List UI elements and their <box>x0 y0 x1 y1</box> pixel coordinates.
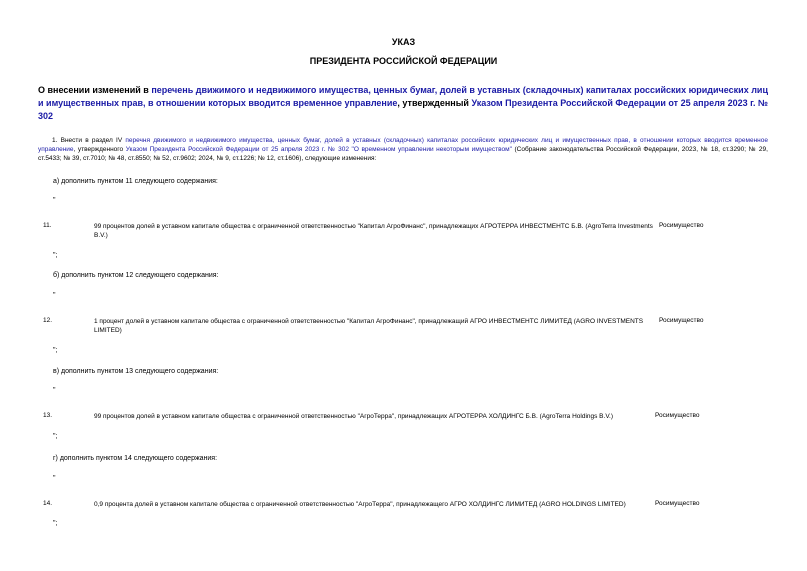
decree-title <box>38 84 768 123</box>
intro-post: (Собрание законодательства Российской Федерации, 2023, № 18, ст.3290; № 29, ст.5433; № 39, ст.7010; № 48, ст.8550; № 52, ст.9602; 2024, № 9, ст.1226; № 12, ст.1606), следующие изменения: <box>38 146 768 162</box>
open-quote: " <box>53 475 56 482</box>
amendment-lead: г) дополнить пунктом 14 следующего содержания: <box>53 455 218 462</box>
title-pre: О внесении изменений в <box>38 85 152 95</box>
amendment-lead: б) дополнить пунктом 12 следующего содержания: <box>53 272 219 279</box>
item-number: 14. <box>43 500 53 507</box>
item-description: 99 процентов долей в уставном капитале общества с ограниченной ответственностью "АгроТерра", принадлежащих АГРОТЕРРА ХОЛДИНГС Б.В. (AgroTerra Holdings B.V.) <box>94 413 614 420</box>
item-description: 99 процентов долей в уставном капитале общества с ограниченной ответственностью "Капитал АгроФинанс", принадлежащих АГРОТЕРРА ИНВЕСТМЕНТС Б.В. (AgroTerra Investments B.V.) <box>94 223 653 239</box>
intro-pre: 1. Внести в раздел IV <box>52 137 126 144</box>
close-quote: "; <box>53 347 58 354</box>
item-manager: Росимущество <box>659 222 704 229</box>
item-description: 1 процент долей в уставном капитале общества с ограниченной ответственностью "Капитал АгроФинанс", принадлежащий АГРО ИНВЕСТМЕНТС ЛИМИТЕД (AGRO INVESTMENTS LIMITED) <box>94 318 644 334</box>
item-number: 12. <box>43 317 53 324</box>
open-quote: " <box>53 292 56 299</box>
item-number: 13. <box>43 412 53 419</box>
close-quote: "; <box>53 252 58 259</box>
open-quote: " <box>53 197 56 204</box>
item-manager: Росимущество <box>655 500 700 507</box>
intro-link-list[interactable]: перечня движимого и недвижимого имущества, ценных бумаг, долей в уставных (складочных) капиталах российских юридических лиц и имущественных прав, в отношении которых вводится временное управление <box>38 137 768 153</box>
item-manager: Росимущество <box>659 317 704 324</box>
intro-link-decree[interactable]: Указом Президента Российской Федерации от 25 апреля 2023 г. № 302 "О временном управлении некоторым имуществом" <box>125 146 512 153</box>
amendment-lead: в) дополнить пунктом 13 следующего содержания: <box>53 368 219 375</box>
intro-paragraph <box>38 136 768 163</box>
title-mid: , утвержденный <box>397 98 472 108</box>
item-description: 0,9 процента долей в уставном капитале общества с ограниченной ответственностью "АгроТерра", принадлежащего АГРО ХОЛДИНГС ЛИМИТЕД (AGRO HOLDINGS LIMITED) <box>94 501 626 508</box>
title-link-decree[interactable]: Указом Президента Российской Федерации от 25 апреля 2023 г. № 302 <box>38 98 769 121</box>
open-quote: " <box>53 387 56 394</box>
decree-issuer: ПРЕЗИДЕНТА РОССИЙСКОЙ ФЕДЕРАЦИИ <box>309 56 498 66</box>
decree-heading: УКАЗ <box>391 37 416 47</box>
item-manager: Росимущество <box>655 412 700 419</box>
item-number: 11. <box>43 222 52 229</box>
close-quote: "; <box>53 520 58 527</box>
amendment-lead: а) дополнить пунктом 11 следующего содержания: <box>53 178 218 185</box>
title-link-list[interactable]: перечень движимого и недвижимого имущества, ценных бумаг, долей в уставных (складочных) капиталах российских юридических лиц и имущественных прав, в отношении которых вводится временное управление <box>38 85 768 108</box>
close-quote: "; <box>53 433 58 440</box>
intro-mid: , утвержденного <box>73 146 126 153</box>
